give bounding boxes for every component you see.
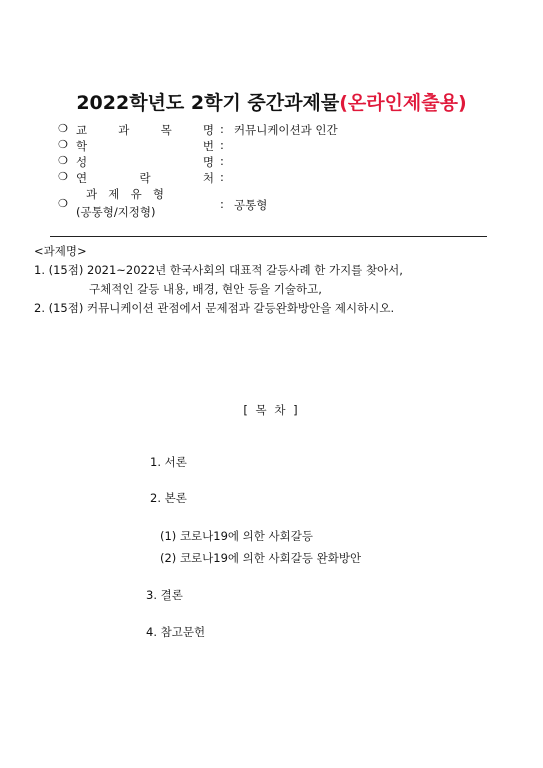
label-char: 목 [160, 123, 172, 137]
bullet-icon: ❍ [58, 197, 68, 210]
info-colon: : [220, 122, 224, 136]
info-colon: : [220, 170, 224, 184]
info-colon: : [220, 154, 224, 168]
info-value-course: 커뮤니케이션과 인간 [234, 123, 338, 137]
toc-item-body: 2. 본론 [150, 491, 187, 505]
label-char: 과 [86, 187, 98, 201]
toc-item-intro: 1. 서론 [150, 455, 187, 469]
label-char: 명 [202, 155, 214, 169]
toc-title: [ 목 차 ] [243, 403, 300, 417]
page-title [0, 88, 543, 115]
info-colon: : [220, 197, 224, 211]
toc-item-references: 4. 참고문헌 [146, 625, 206, 639]
title-highlight: (온라인제출용) [339, 92, 467, 114]
info-colon: : [220, 138, 224, 152]
bullet-icon: ❍ [58, 154, 68, 167]
label-char: 번 [202, 139, 214, 153]
type-label-sub: (공통형/지정형) [76, 205, 156, 219]
title-main: 2022학년도 2학기 중간과제물 [76, 92, 340, 114]
label-char: 형 [152, 187, 164, 201]
toc-subitem-1: (1) 코로나19에 의한 사회갈등 [160, 529, 313, 543]
bullet-icon: ❍ [58, 170, 68, 183]
assignment-line-3: 2. (15점) 커뮤니케이션 관점에서 문제점과 갈등완화방안을 제시하시오. [34, 301, 395, 315]
info-value-type: 공통형 [234, 198, 268, 212]
label-char: 명 [202, 123, 214, 137]
label-char: 제 [108, 187, 120, 201]
info-label-type [76, 186, 214, 220]
type-label-line [86, 186, 164, 202]
label-char: 연 [76, 171, 88, 185]
assignment-block [34, 242, 403, 318]
assignment-heading: <과제명> [34, 244, 87, 258]
toc-subitem-2: (2) 코로나19에 의한 사회갈등 완화방안 [160, 551, 362, 565]
toc-item-conclusion: 3. 결론 [146, 588, 183, 602]
bullet-icon: ❍ [58, 138, 68, 151]
label-char: 처 [202, 171, 214, 185]
label-char: 성 [76, 155, 88, 169]
assignment-line-1: 1. (15점) 2021~2022년 한국사회의 대표적 갈등사례 한 가지를 찾아서, [34, 263, 403, 277]
info-label-contact [76, 170, 214, 186]
assignment-line-2: 구체적인 갈등 내용, 배경, 현안 등을 기술하고, [89, 282, 322, 296]
label-char: 과 [118, 123, 130, 137]
bullet-icon: ❍ [58, 122, 68, 135]
section-divider [50, 236, 487, 237]
label-char: 유 [130, 187, 142, 201]
info-label-student-id [76, 138, 214, 154]
info-label-name [76, 154, 214, 170]
label-char: 학 [76, 139, 88, 153]
info-label-course [76, 122, 214, 138]
label-char: 락 [139, 171, 151, 185]
label-char: 교 [76, 123, 88, 137]
